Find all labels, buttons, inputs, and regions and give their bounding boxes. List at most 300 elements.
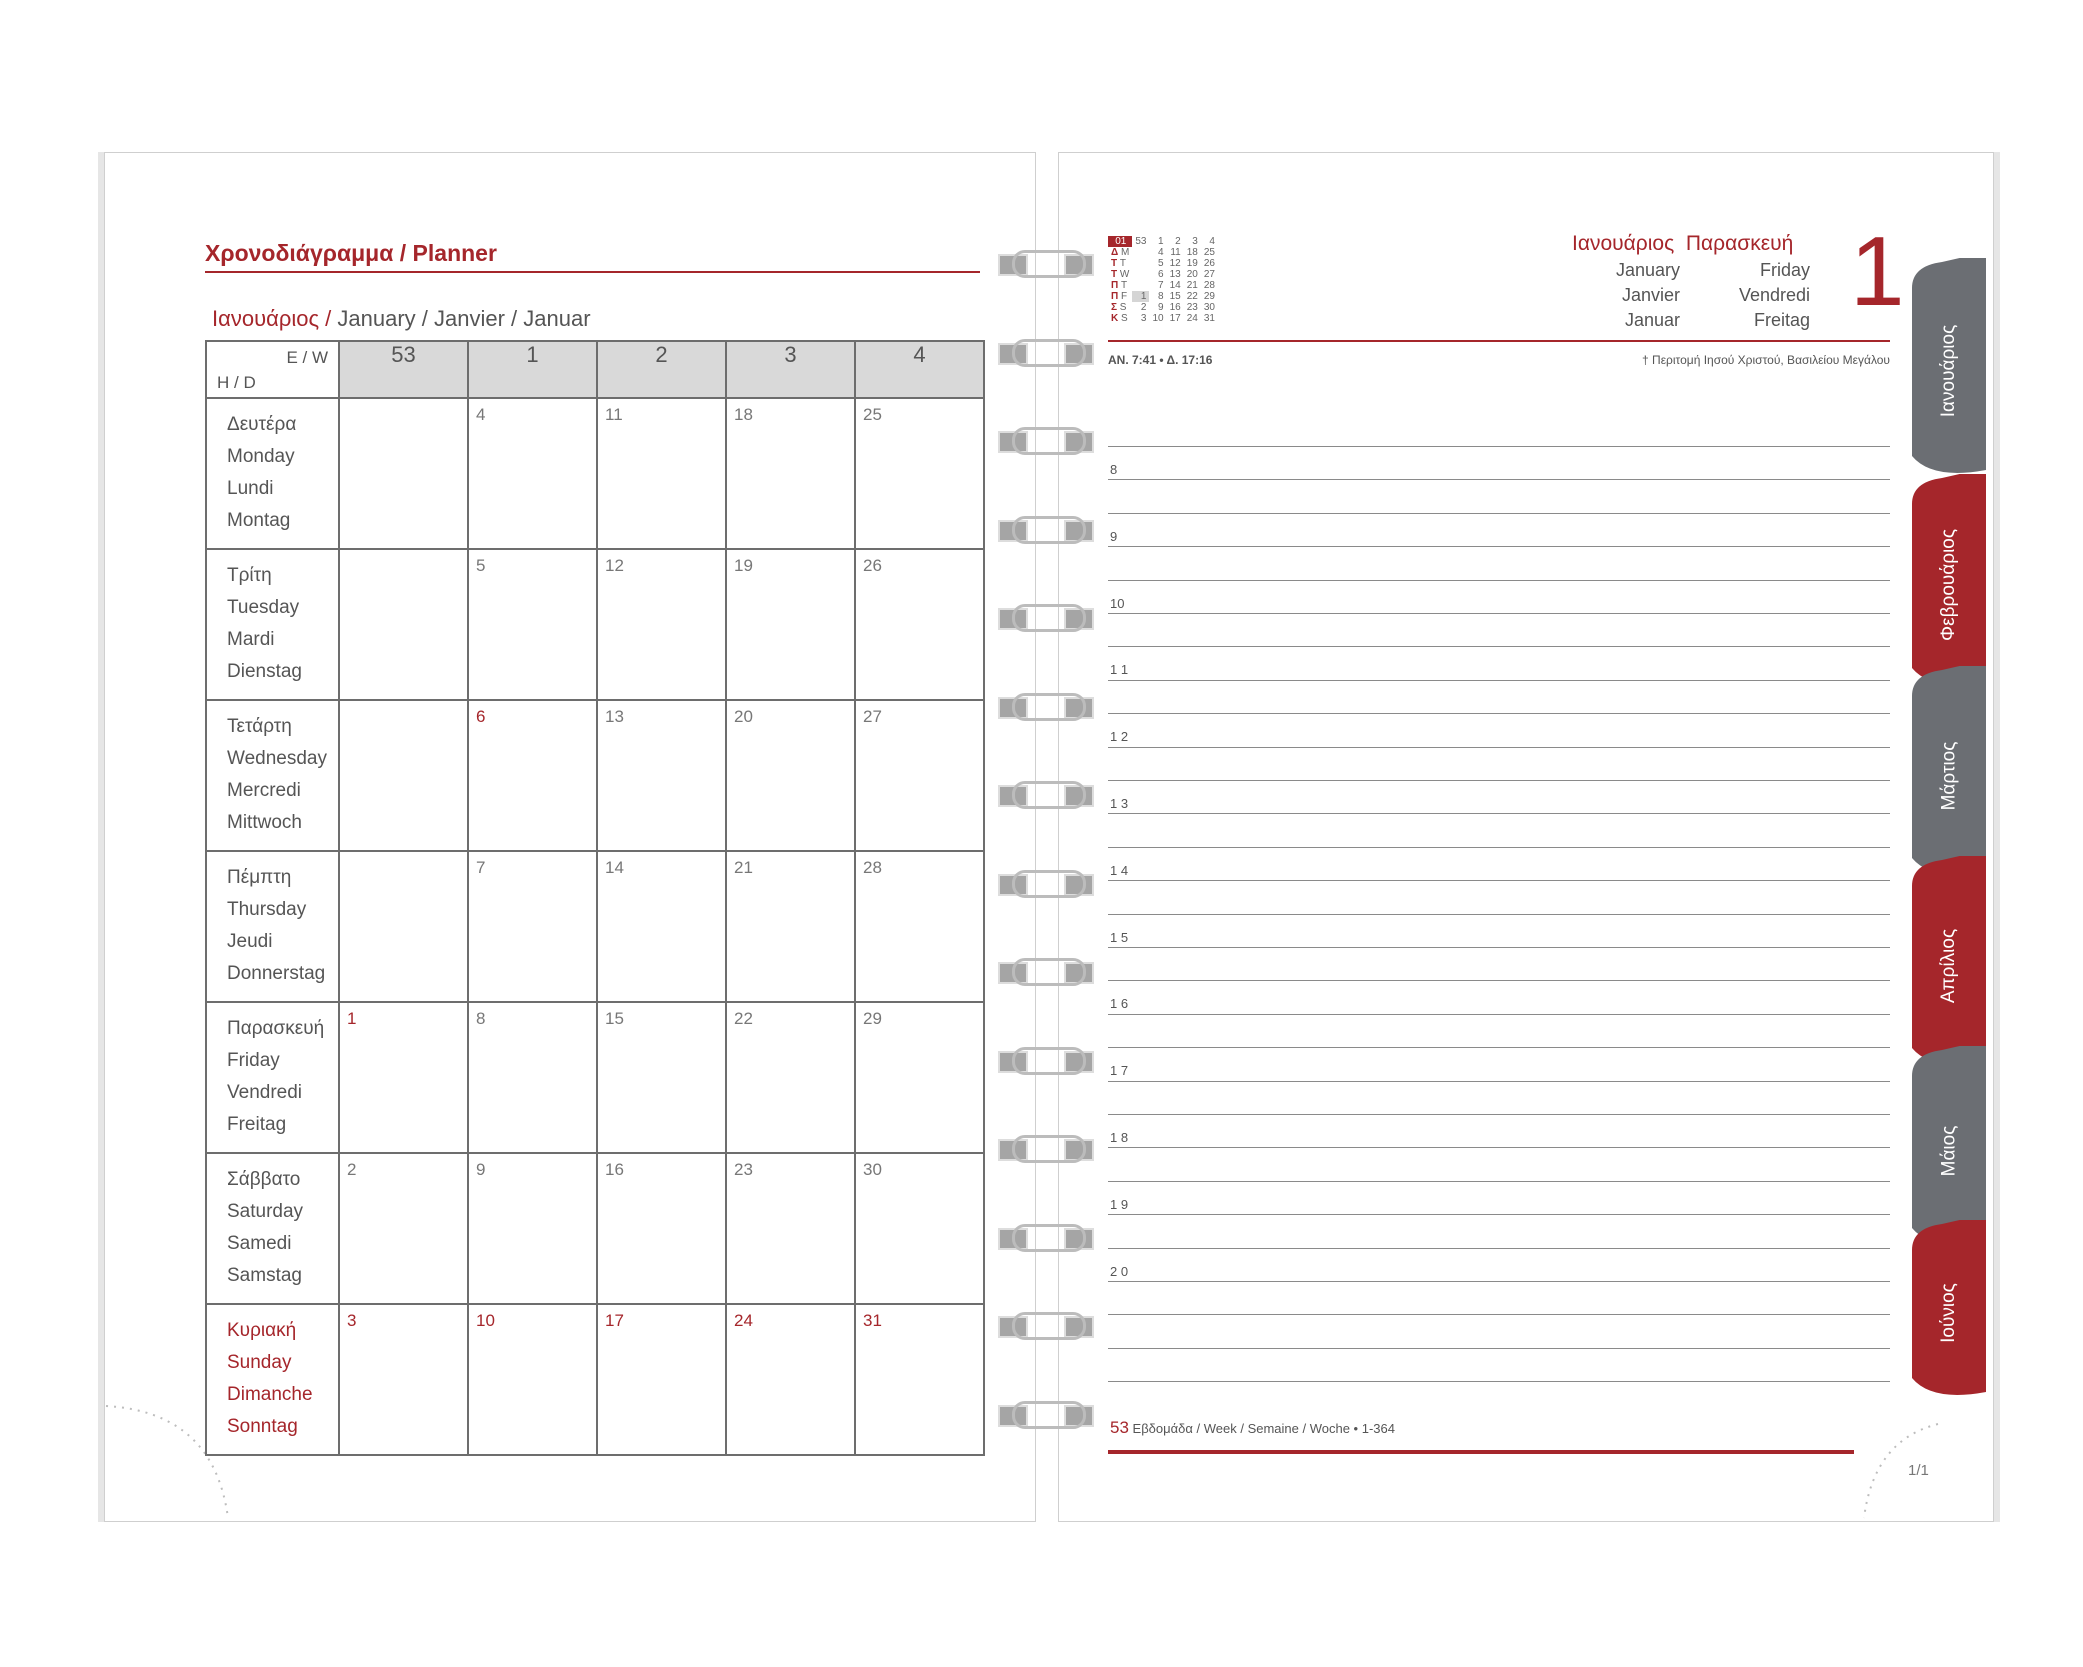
mini-cal-date [1132,247,1149,258]
ring-wire [1012,339,1086,367]
tab-label-wrap [1912,258,1986,484]
date-number: 17 [605,1311,624,1330]
ring-wire [1012,1312,1086,1340]
day-axis-label: H / D [217,373,256,392]
weekday-greek: Παρασκευή [1685,232,1794,255]
ring-wire [1012,870,1086,898]
date-cell[interactable] [726,1153,855,1304]
date-cell[interactable] [726,851,855,1002]
weekday-french: Vendredi [1738,285,1810,305]
mini-cal-date: 3 [1140,313,1147,324]
mini-cal-row [1108,280,1218,291]
page-counter: 1/1 [1908,1462,1929,1479]
weekday-english: Friday [1759,260,1810,280]
month-tab[interactable] [1912,1220,1986,1406]
ring-wire [1012,781,1086,809]
mini-cal-day-en: W [1119,269,1130,280]
ruled-line [1108,914,1890,915]
mini-cal-day-label [1108,313,1132,324]
header-divider [1108,340,1890,342]
binder-ring [998,425,1094,455]
ruled-line [1108,813,1890,814]
date-cell[interactable] [339,700,468,851]
mini-cal-date: 21 [1186,280,1198,291]
day-name: Mardi [227,629,275,650]
ruled-line [1108,446,1890,447]
day-name: Sonntag [227,1416,298,1437]
mini-cal-date: 18 [1186,247,1198,258]
day-name: Τρίτη [227,565,272,586]
mini-cal-day-gr: Σ [1111,302,1118,313]
date-number: 4 [476,405,486,424]
ring-wire [1012,516,1086,544]
day-name: Donnerstag [227,963,326,984]
date-cell[interactable] [855,1304,984,1455]
mini-cal-date: 26 [1203,258,1215,269]
week-footer-text: Εβδομάδα / Week / Semaine / Woche • 1-364 [1128,1421,1395,1436]
mini-cal-row [1108,302,1218,313]
date-number: 28 [863,858,882,877]
hour-label: 1 1 [1110,662,1129,678]
binder-ring [998,1399,1094,1429]
date-number: 30 [863,1160,882,1179]
day-name: Mittwoch [227,812,302,833]
mini-cal-day-gr: Π [1111,280,1119,291]
date-cell[interactable] [468,398,597,549]
footer-divider [1108,1450,1854,1454]
mini-cal-date: 12 [1169,258,1181,269]
ruled-line [1108,479,1890,480]
date-cell[interactable] [597,549,726,700]
mini-cal-day-gr: Τ [1111,269,1118,280]
mini-cal-day-en: M [1120,247,1130,258]
ruled-line [1108,1181,1890,1182]
date-cell[interactable] [468,549,597,700]
week-header: 4 [855,341,984,398]
mini-cal-day-label [1108,291,1132,302]
mini-cal-date: 20 [1186,269,1198,280]
ruled-line [1108,1348,1890,1349]
ring-wire [1012,427,1086,455]
date-cell[interactable] [855,549,984,700]
date-cell[interactable] [339,549,468,700]
date-number: 23 [734,1160,753,1179]
date-number: 10 [476,1311,495,1330]
hour-label: 2 0 [1110,1263,1129,1279]
day-name: Friday [227,1050,280,1071]
planner-title: Χρονοδιάγραμμα / Planner [205,240,497,266]
ring-wire [1012,1401,1086,1429]
date-cell[interactable] [468,700,597,851]
date-number: 6 [476,707,486,726]
mini-cal-date: 13 [1169,269,1181,280]
day-row [206,1002,984,1153]
day-number: 1 [1850,216,1905,326]
day-name: Vendredi [227,1082,303,1103]
date-number: 8 [476,1009,486,1028]
ring-wire [1012,1135,1086,1163]
day-name: Dienstag [227,661,302,682]
day-name: Thursday [227,899,307,920]
binder-ring [998,337,1094,367]
date-number: 13 [605,707,624,726]
week-header: 1 [468,341,597,398]
ring-wire [1012,604,1086,632]
day-name-cell [206,549,339,700]
mini-cal-day-gr: Δ [1111,247,1119,258]
day-name: Σάββατο [227,1169,301,1190]
date-number: 11 [605,405,623,424]
day-name: Monday [227,446,295,467]
ruled-line [1108,546,1890,547]
date-number: 12 [605,556,624,575]
binder-ring [998,1045,1094,1075]
day-row [206,700,984,851]
day-name: Δευτέρα [227,414,297,435]
day-name: Wednesday [227,748,327,769]
date-cell[interactable] [855,1153,984,1304]
day-name-stack [207,1003,338,1141]
date-number: 25 [863,405,882,424]
date-cell[interactable] [726,398,855,549]
ruled-line [1108,1014,1890,1015]
mini-cal-row [1108,258,1218,269]
ruled-line [1108,780,1890,781]
mini-cal-date: 28 [1203,280,1215,291]
date-number: 9 [476,1160,486,1179]
date-cell[interactable] [855,700,984,851]
ruled-line [1108,1147,1890,1148]
ruled-line [1108,713,1890,714]
mini-cal-date: 19 [1186,258,1198,269]
mini-cal-week: 01 [1108,236,1132,247]
date-cell[interactable] [339,1153,468,1304]
date-number: 15 [605,1009,624,1028]
tab-label-wrap [1912,666,1986,886]
month-english: January [1615,260,1680,280]
month-tab[interactable] [1912,666,1986,886]
date-number: 7 [476,858,486,877]
date-cell[interactable] [597,1153,726,1304]
date-number: 5 [476,556,486,575]
date-cell[interactable] [468,1304,597,1455]
date-cell[interactable] [468,1002,597,1153]
mini-cal-date: 2 [1140,302,1147,313]
mini-cal-week: 1 [1158,236,1164,247]
binder-ring [998,602,1094,632]
hour-label: 1 2 [1110,729,1129,745]
mini-cal-day-en: S [1119,302,1127,313]
tab-label: Φεβρουάριος [1938,528,1959,642]
hour-label: 9 [1110,528,1118,544]
mini-cal-date: 4 [1158,247,1164,258]
corner-cell [206,341,339,398]
ruled-line [1108,646,1890,647]
week-header: 3 [726,341,855,398]
day-row [206,851,984,1002]
date-cell[interactable] [726,549,855,700]
date-number: 29 [863,1009,882,1028]
binder-ring [998,868,1094,898]
date-cell[interactable] [468,851,597,1002]
mini-cal-date: 15 [1169,291,1181,302]
day-row [206,1153,984,1304]
mini-cal-date: 24 [1186,313,1198,324]
day-name: Freitag [227,1114,287,1135]
date-number: 16 [605,1160,624,1179]
mini-cal-date: 1 [1132,291,1149,302]
ruled-line [1108,1314,1890,1315]
day-row [206,1304,984,1455]
mini-cal-date: 7 [1158,280,1164,291]
day-name-cell [206,1002,339,1153]
ruled-line [1108,1214,1890,1215]
binder-ring [998,691,1094,721]
mini-cal-date: 8 [1158,291,1164,302]
binder-ring [998,779,1094,809]
mini-cal-date: 17 [1169,313,1181,324]
day-name-cell [206,1153,339,1304]
week-number: 53 [1110,1418,1129,1437]
month-tab[interactable] [1912,474,1986,696]
day-name: Κυριακή [227,1320,297,1341]
sunrise-sunset: ΑΝ. 7:41 • Δ. 17:16 [1108,353,1213,367]
week-header: 53 [339,341,468,398]
ruled-line [1108,1281,1890,1282]
day-row [206,398,984,549]
date-cell[interactable] [339,1002,468,1153]
date-cell[interactable] [339,398,468,549]
date-cell[interactable] [726,700,855,851]
mini-cal-date: 5 [1158,258,1164,269]
hour-label: 1 8 [1110,1130,1129,1145]
day-name: Sunday [227,1352,292,1373]
tab-label-wrap [1912,856,1986,1076]
mini-cal-date [1132,269,1149,280]
mini-cal-week: 4 [1209,236,1215,247]
mini-cal-day-en: S [1121,313,1128,324]
hour-label: 1 9 [1110,1196,1129,1212]
hour-label: 1 6 [1110,996,1129,1012]
ring-wire [1012,693,1086,721]
day-name-stack [207,1154,338,1292]
tab-label: Ιανουάριος [1938,324,1959,418]
day-name-cell [206,398,339,549]
month-planner-table [205,340,985,1456]
ruled-line [1108,1381,1890,1382]
tab-label-wrap [1912,474,1986,696]
date-number: 21 [734,858,753,877]
mini-cal-date: 22 [1186,291,1198,302]
day-name: Tuesday [227,597,300,618]
binder-ring [998,1222,1094,1252]
date-cell[interactable] [597,851,726,1002]
date-number: 1 [347,1009,357,1028]
date-number: 2 [347,1160,357,1179]
tab-label-wrap [1912,1220,1986,1406]
day-name-stack [207,852,338,990]
mini-cal-row [1108,313,1218,324]
mini-cal-day-en: T [1121,280,1128,291]
ruled-line [1108,1047,1890,1048]
date-cell[interactable] [339,851,468,1002]
day-name: Montag [227,510,291,531]
ruled-line [1108,880,1890,881]
mini-cal-day-gr: Κ [1111,313,1119,324]
ruled-line [1108,1248,1890,1249]
binder-ring [998,1133,1094,1163]
mini-cal-header [1108,236,1218,247]
day-name-stack [207,701,338,839]
mini-cal-day-en: F [1121,291,1128,302]
day-name-stack [207,399,338,537]
mini-cal-date: 9 [1158,302,1164,313]
date-cell[interactable] [855,1002,984,1153]
ruled-line [1108,1081,1890,1082]
date-cell[interactable] [597,1304,726,1455]
binder-ring [998,956,1094,986]
mini-cal-date: 30 [1203,302,1215,313]
mini-cal-date: 14 [1169,280,1181,291]
ruled-line [1108,747,1890,748]
mini-cal-day-label [1108,302,1132,313]
day-name: Πέμπτη [227,867,292,888]
mini-cal-day-label [1108,280,1132,291]
ruled-line [1108,513,1890,514]
binder-ring [998,1310,1094,1340]
mini-calendar [1108,236,1218,324]
date-number: 3 [347,1311,357,1330]
mini-cal-week: 3 [1192,236,1198,247]
ruled-line [1108,1114,1890,1115]
date-cell[interactable] [726,1002,855,1153]
mini-cal-date [1132,280,1149,291]
ruled-line [1108,580,1890,581]
day-name: Jeudi [227,931,273,952]
date-cell[interactable] [468,1153,597,1304]
tab-label: Απρίλιος [1938,928,1960,1004]
hour-label: 1 3 [1110,796,1129,811]
hour-label: 8 [1110,462,1118,477]
date-cell[interactable] [597,1002,726,1153]
date-number: 26 [863,556,882,575]
ruled-line [1108,980,1890,981]
mini-cal-date: 16 [1169,302,1181,313]
week-footer [1110,1418,1395,1438]
binder-ring [998,248,1094,278]
date-cell[interactable] [597,398,726,549]
day-row [206,549,984,700]
mini-cal-date: 10 [1152,313,1164,324]
month-tab[interactable] [1912,258,1986,484]
ruled-line [1108,947,1890,948]
hour-label: 1 5 [1110,929,1129,945]
mini-cal-day-label [1108,247,1132,258]
ruled-line [1108,847,1890,848]
date-number: 22 [734,1009,753,1028]
day-name-stack [207,1305,338,1443]
date-cell[interactable] [855,851,984,1002]
date-number: 31 [863,1311,882,1330]
date-number: 27 [863,707,882,726]
date-number: 14 [605,858,624,877]
day-name: Dimanche [227,1384,313,1405]
day-name-cell [206,700,339,851]
weekday-german: Freitag [1753,310,1810,330]
tab-label: Ιούνιος [1938,1283,1959,1343]
ruled-line [1108,680,1890,681]
mini-cal-day-label [1108,269,1132,280]
mini-cal-date: 23 [1186,302,1198,313]
ring-wire [1012,250,1086,278]
mini-cal-day-en: T [1119,258,1126,269]
mini-cal-day-label [1108,258,1132,269]
day-name-cell [206,851,339,1002]
title-divider [205,271,980,273]
day-name: Παρασκευή [227,1018,325,1039]
week-axis-label: E / W [286,348,328,367]
ring-wire [1012,1047,1086,1075]
tab-label: Μάρτιος [1938,741,1959,811]
month-greek: Ιανουάριος [1572,232,1675,255]
day-name: Samedi [227,1233,292,1254]
month-greek: Ιανουάριος / [212,306,332,331]
hour-label: 10 [1110,595,1125,611]
day-name: Τετάρτη [227,716,292,737]
mini-cal-row [1108,291,1218,302]
ring-wire [1012,958,1086,986]
month-heading [212,306,591,332]
hour-label: 1 4 [1110,862,1129,878]
mini-cal-week: 53 [1135,236,1147,247]
day-name: Mercredi [227,780,301,801]
date-cell[interactable] [726,1304,855,1455]
name-day-feast: † Περιτομή Ιησού Χριστού, Βασιλείου Μεγάλου [1642,353,1890,367]
mini-cal-date: 31 [1203,313,1215,324]
mini-cal-date: 29 [1203,291,1215,302]
month-german: Januar [1624,310,1680,330]
mini-cal-row [1108,247,1218,258]
hour-label: 1 7 [1110,1063,1129,1079]
date-number: 20 [734,707,753,726]
month-other-languages: January / Janvier / Januar [331,306,591,331]
mini-cal-day-gr: Π [1111,291,1119,302]
mini-cal-date [1132,258,1149,269]
mini-cal-date: 11 [1170,247,1181,258]
date-number: 18 [734,405,753,424]
date-heading-greek [1572,232,1793,256]
mini-cal-row [1108,269,1218,280]
mini-cal-week: 2 [1175,236,1181,247]
month-tab[interactable] [1912,856,1986,1076]
tab-label: Μάιος [1937,1125,1959,1177]
day-name: Samstag [227,1265,302,1286]
week-header: 2 [597,341,726,398]
date-cell[interactable] [339,1304,468,1455]
mini-cal-day-gr: Τ [1111,258,1118,269]
date-number: 19 [734,556,753,575]
ruled-line [1108,613,1890,614]
day-name-stack [207,550,338,688]
date-cell[interactable] [855,398,984,549]
mini-cal-date: 27 [1203,269,1215,280]
mini-cal-date: 6 [1158,269,1164,280]
date-number: 24 [734,1311,753,1330]
ring-wire [1012,1224,1086,1252]
week-header-row [206,341,984,398]
month-french: Janvier [1621,285,1680,305]
date-cell[interactable] [597,700,726,851]
